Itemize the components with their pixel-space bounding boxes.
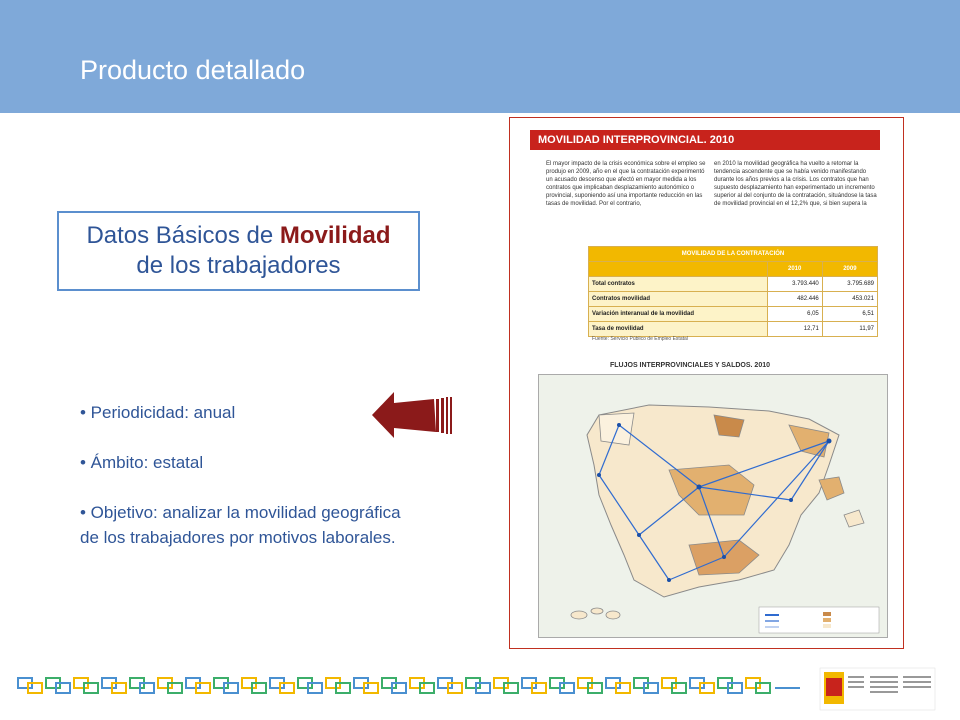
table-header: 2010	[767, 262, 822, 277]
title-highlight: Movilidad	[279, 222, 391, 249]
table-cell: 482.446	[767, 292, 822, 307]
document-col-right: en 2010 la movilidad geográfica ha vuelto a retomar la tendencia ascendente que se había venido manifestando durante los años previos a la crisis. Los contratos que han supuesto desplazamiento han experimentado un incremento superior al del conjunto de la contratación, situándose la tasa de movilidad provincial en el 12,2% que, si bien supera la	[714, 161, 877, 207]
bullet-ambito: • Ámbito: estatal	[80, 453, 204, 472]
table-caption: MOVILIDAD DE LA CONTRATACIÓN	[589, 247, 878, 262]
bullet-list	[80, 400, 420, 575]
title-line1-pre: Datos Básicos de	[86, 222, 280, 249]
mobility-table	[588, 246, 878, 337]
bullet-objetivo: • Objetivo: analizar la movilidad geográfica de los trabajadores por motivos laborales.	[80, 503, 401, 547]
table-row	[589, 307, 878, 322]
title-box	[57, 211, 420, 291]
table-cell: Total contratos	[589, 277, 768, 292]
title-line2: de los trabajadores	[136, 252, 341, 279]
document-col-left: El mayor impacto de la crisis económica sobre el empleo se produjo en 2009, año en el que la contratación experimentó un acusado descenso que afectó en mayor medida a los contratos que implicaban desplazamiento autonómico o provincial, suponiendo así una importante reducción en las tasas de movilidad. Por el contrario,	[546, 161, 706, 207]
table-cell: 11,97	[822, 322, 877, 337]
spain-flow-map	[538, 374, 888, 638]
table-cell: 3.793.440	[767, 277, 822, 292]
table-cell: 12,71	[767, 322, 822, 337]
table-row	[589, 277, 878, 292]
page-title: Producto detallado	[80, 55, 306, 85]
header-bar	[0, 0, 960, 113]
map-illustration	[539, 375, 887, 637]
ministry-logo	[820, 668, 935, 710]
table-header	[589, 262, 768, 277]
table-cell: 3.795.689	[822, 277, 877, 292]
map-title: FLUJOS INTERPROVINCIALES Y SALDOS. 2010	[610, 362, 771, 369]
document-title: MOVILIDAD INTERPROVINCIAL. 2010	[530, 130, 880, 150]
footer-chain-decoration	[0, 658, 960, 720]
table-cell: Tasa de movilidad	[589, 322, 768, 337]
table-row	[589, 292, 878, 307]
table-source: Fuente: Servicio Público de Empleo Estatal	[592, 336, 688, 342]
bullet-periodicidad: • Periodicidad: anual	[80, 403, 236, 422]
table-cell: 6,51	[822, 307, 877, 322]
table-header: 2009	[822, 262, 877, 277]
document-preview	[509, 117, 904, 649]
table-cell: Contratos movilidad	[589, 292, 768, 307]
table-cell: Variación interanual de la movilidad	[589, 307, 768, 322]
table-cell: 453.021	[822, 292, 877, 307]
table-cell: 6,05	[767, 307, 822, 322]
table-row	[589, 322, 878, 337]
